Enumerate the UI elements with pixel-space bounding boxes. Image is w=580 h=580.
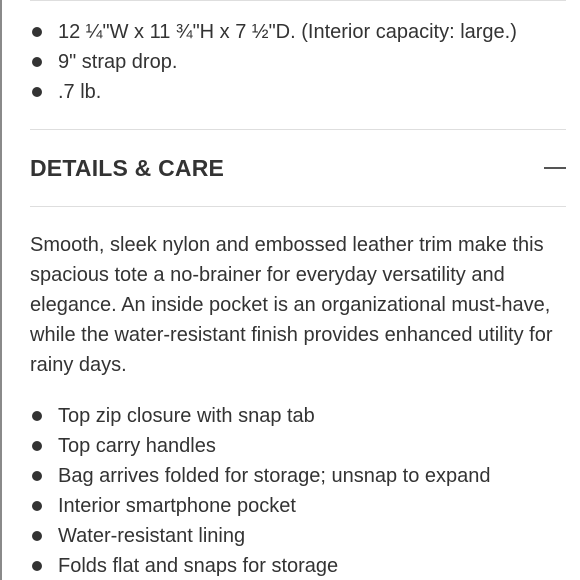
details-care-title: DETAILS & CARE — [30, 155, 225, 181]
bullet-icon — [32, 411, 42, 421]
minus-icon — [544, 167, 566, 169]
specs-list-item: 12 ¼"W x 11 ¾"H x 7 ½"D. (Interior capacity: large.) — [30, 17, 566, 47]
bullet-icon — [32, 441, 42, 451]
top-divider — [30, 0, 566, 1]
feature-list-item: Bag arrives folded for storage; unsnap to expand — [30, 461, 566, 491]
bullet-icon — [32, 27, 42, 37]
collapse-toggle[interactable] — [542, 154, 566, 182]
left-edge-border — [0, 0, 2, 580]
bullet-icon — [32, 501, 42, 511]
product-description: Smooth, sleek nylon and embossed leather trim make this spacious tote a no-brainer for everyday versatility and elegance. An inside pocket is an organizational must-have, while the water-resistant finish provides enhanced utility for rainy days. — [30, 234, 553, 376]
features-list — [30, 401, 566, 580]
bullet-icon — [32, 531, 42, 541]
section-divider-bottom — [30, 206, 566, 207]
feature-list-item: Water-resistant lining — [30, 521, 566, 551]
feature-list-item: Interior smartphone pocket — [30, 491, 566, 521]
feature-list-item: Top zip closure with snap tab — [30, 401, 566, 431]
bullet-icon — [32, 471, 42, 481]
specs-list — [30, 17, 566, 107]
specs-list-item: 9" strap drop. — [30, 47, 566, 77]
feature-list-item: Folds flat and snaps for storage — [30, 551, 566, 580]
product-info-panel — [30, 0, 566, 580]
feature-list-item: Top carry handles — [30, 431, 566, 461]
bullet-icon — [32, 57, 42, 67]
specs-list-item: .7 lb. — [30, 77, 566, 107]
bullet-icon — [32, 87, 42, 97]
bullet-icon — [32, 561, 42, 571]
details-care-accordion-header[interactable] — [30, 130, 566, 206]
